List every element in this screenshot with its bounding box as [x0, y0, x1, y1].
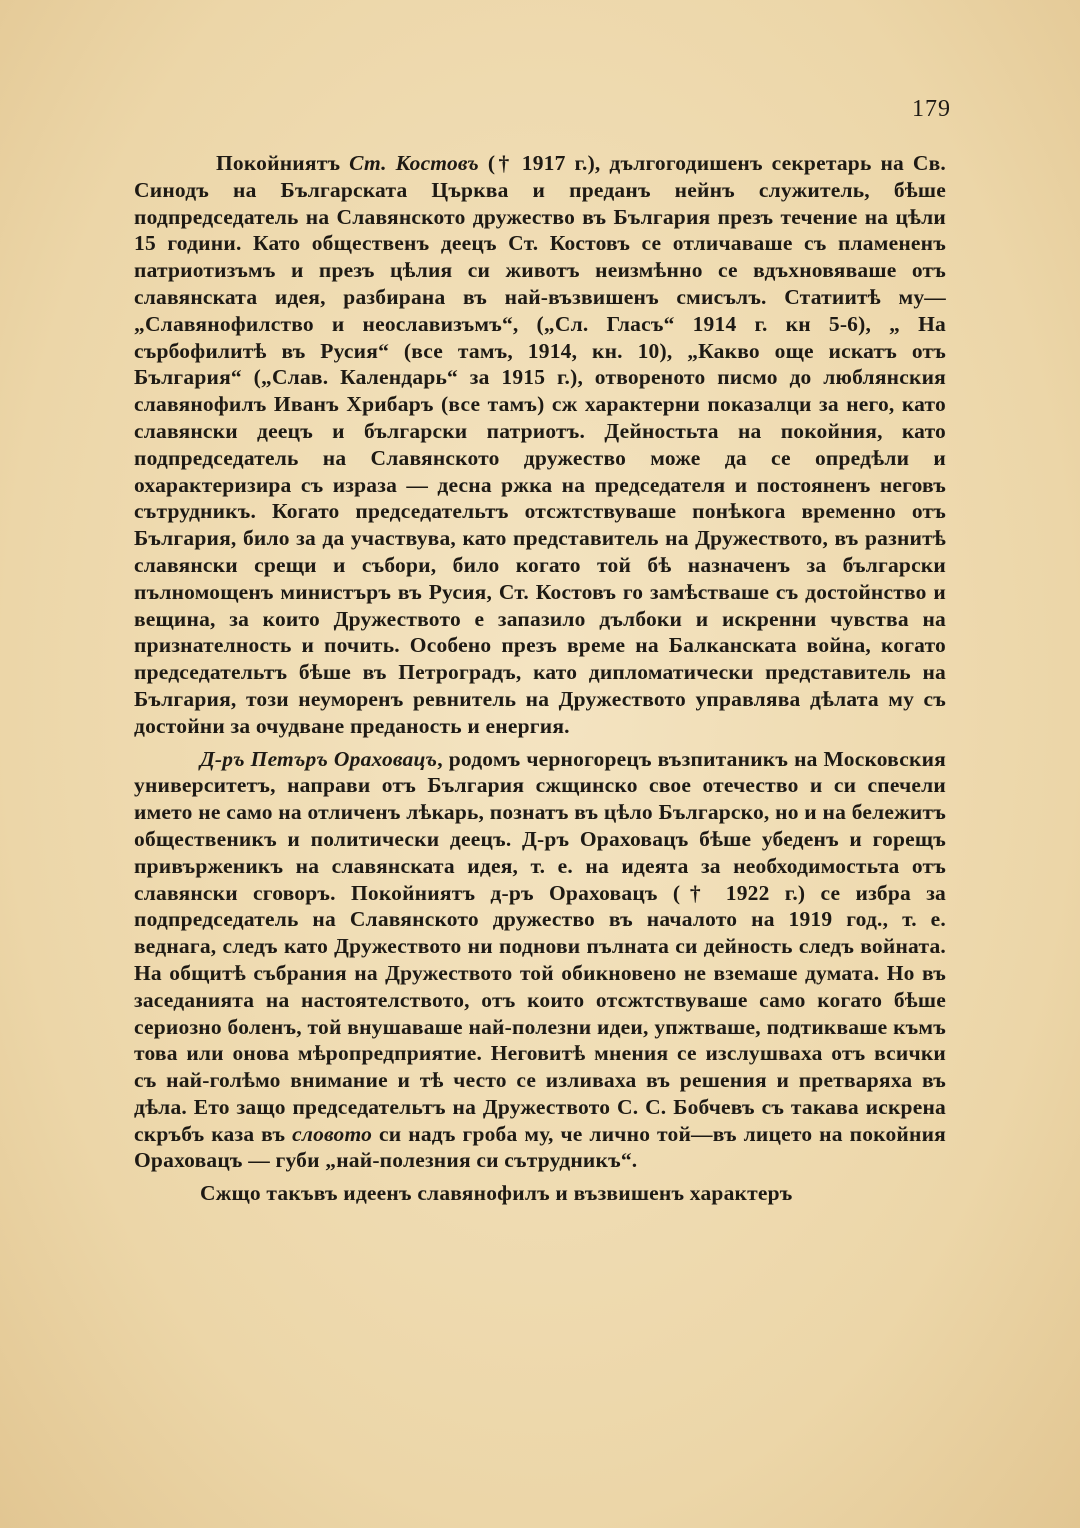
paragraph-lead: Покойниятъ	[216, 151, 350, 175]
paragraph-text: , родомъ черногорецъ възпитаникъ на Московския университетъ, направи отъ България сжщинско свое отечество и си спечели името не само на отличенъ лѣкарь, познатъ въ цѣло Българско, но и на бележитъ общественикъ и политически деецъ. Д-ръ Ораховацъ бѣше убеденъ и горещъ привърженикъ на славянската идея, т. е. на идеята за необходимостьта отъ славянски сговоръ. Покойниятъ д-ръ Ораховацъ († 1922 г.) се избра за подпредседатель на Славянското дружество въ началото на 1919 год., т. е. веднага, следъ като Дружеството ни поднови пълната си дейность следъ войната. На общитѣ събрания на Дружеството той обикновено не вземаше думата. Но въ заседанията на настоятелството, отъ които отсжтствуваше само когато бѣше сериозно боленъ, той внушаваше най-полезни идеи, упжтваше, подтикваше къмъ това или онова мѣропредприятие. Неговитѣ мнения се изслушваха отъ всички съ най-голѣмо внимание и тѣ често се изливаха въ решения и претваряха въ дѣла. Ето защо председательтъ на Дружеството С. С. Бобчевъ съ такава искрена скръбъ каза въ	[134, 746, 946, 1146]
paragraph-text: († 1917 г.), дългогодишенъ секретарь на Св. Синодъ на Българската Църква и преданъ нейнъ служитель, бѣше подпредседатель на Славянското дружество въ България презъ течение на цѣли 15 години. Като общественъ деецъ Ст. Костовъ се отличаваше съ пламененъ патриотизъмъ и презъ цѣлия си животъ неизмѣнно се вдъхновяваше отъ славянската идея, разбирана въ най-възвишенъ смисълъ. Статиитѣ му—„Славянофилство и неославизъмъ“, („Сл. Гласъ“ 1914 г. кн 5-6), „ На сърбофилитѣ въ Русия“ (все тамъ, 1914, кн. 10), „Какво още искатъ отъ България“ („Слав. Календарь“ за 1915 г.), отвореното писмо до люблянския славянофилъ Иванъ Хрибаръ (все тамъ) сж характерни показалци за него, като славянски деецъ и български патриотъ. Дейностьта на покойния, като подпредседатель на Славянското дружество може да се опредѣли и охарактеризира съ израза — десна ржка на председателя и постояненъ неговъ сътрудникъ. Когато председательтъ отсжтствуваше понѣкога временно отъ България, било за да участвува, като представитель на Дружеството, въ разнитѣ славянски срещи и събори, било когато той бѣ назначенъ за български пълномощенъ министъръ въ Русия, Ст. Костовъ го замѣстваше съ достойнство и вещина, за които Дружеството е запазило дълбоки и искренни чувства на признателность и почить. Особено презъ време на Балканската война, когато председательтъ бѣше въ Петроградъ, като дипломатически представитель на България, този неуморенъ ревнитель на Дружеството управлява дѣлата му съ достойни за очудване преданость и енергия.	[134, 151, 947, 738]
page-body	[134, 150, 946, 1207]
paragraph-continuation: Сжщо такъвъ идеенъ славянофилъ и възвишенъ характеръ	[200, 1181, 793, 1206]
person-name-kostov: Ст. Костовъ	[349, 151, 479, 175]
paragraph-kostov	[134, 150, 946, 740]
emphasized-word: словото	[292, 1121, 373, 1146]
paragraph-text: си надъ гроба му, че лично той—въ лицето на покойния Ораховацъ — губи „най-полезния си сътрудникъ“.	[134, 1121, 947, 1173]
page-number: 179	[912, 96, 951, 122]
person-name-orahovac: Д-ръ Петъръ Ораховацъ	[200, 746, 438, 771]
paragraph-orahovac	[134, 746, 946, 1175]
